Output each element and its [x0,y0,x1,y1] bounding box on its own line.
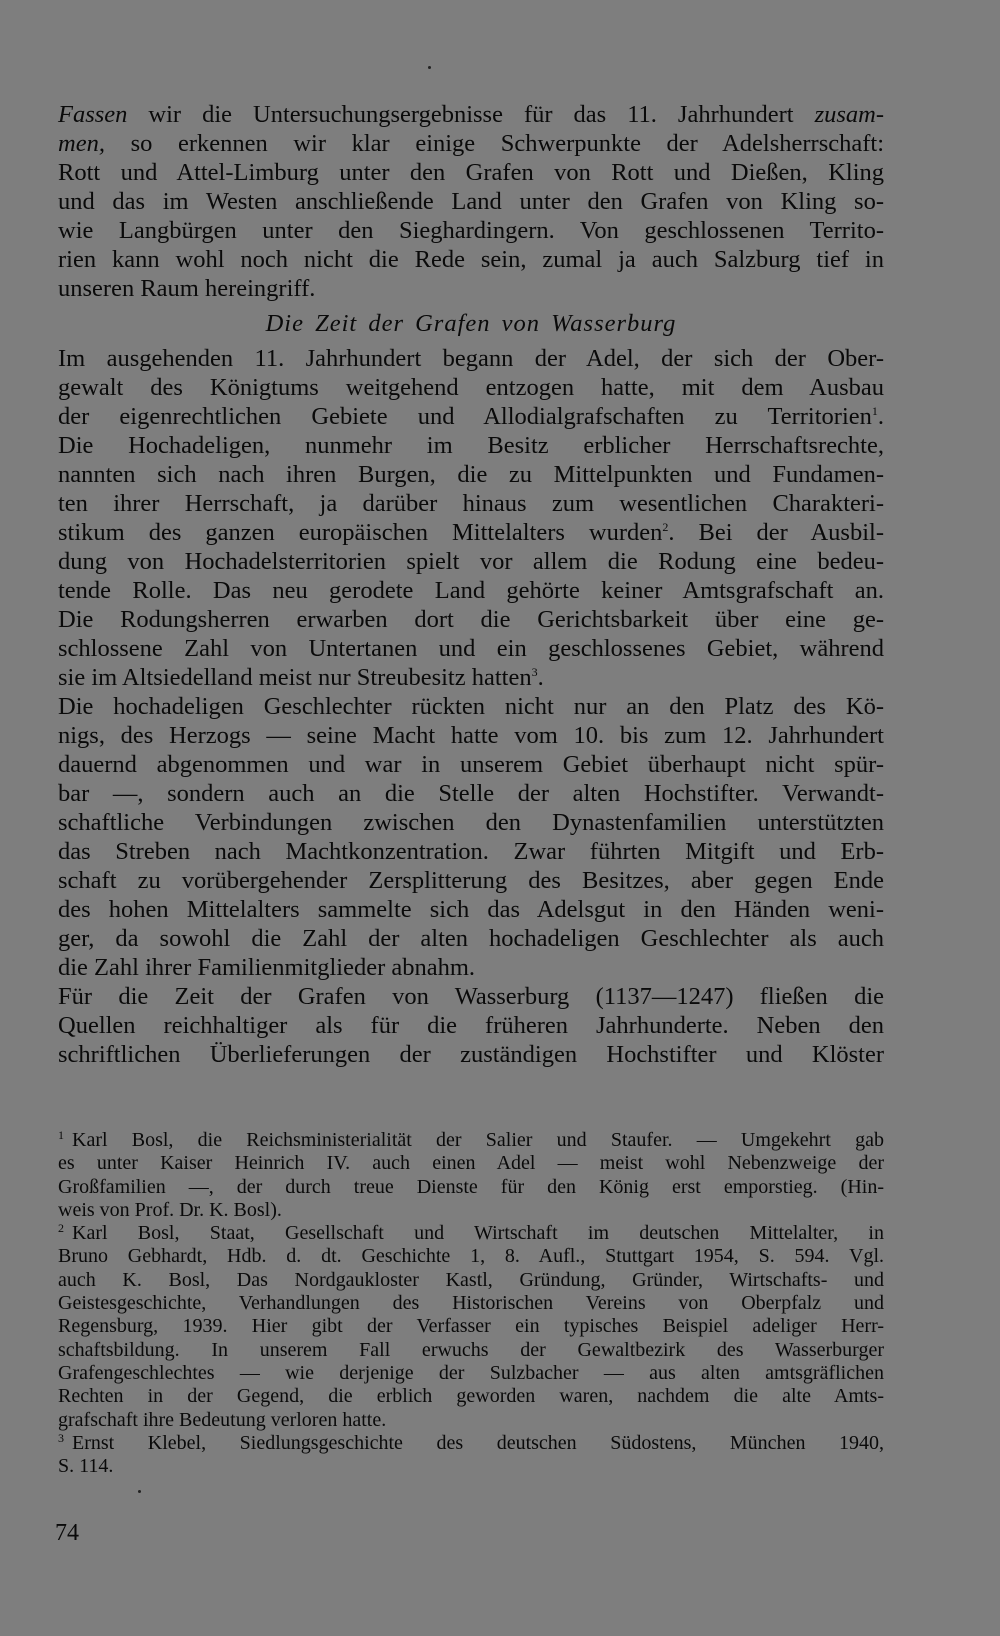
text-line: Die Hochadeligen, nunmehr im Besitz erblicher Herrschaftsrechte, [58,432,884,459]
text-line: wie Langbürgen unter den Sieghardingern. Von geschlossenen Territo- [58,217,884,244]
text-line: dung von Hochadelsterritorien spielt vor allem die Rodung eine bedeu- [58,548,884,575]
footnote-ref: 3 [531,665,538,679]
text-line: nannten sich nach ihren Burgen, die zu Mittelpunkten und Fundamen- [58,461,884,488]
text-line: schriftlichen Überlieferungen der zuständigen Hochstifter und Klöster [58,1041,884,1068]
footnote-mark: 1 [58,1128,64,1142]
footnote-line [58,1222,884,1245]
text-line: schaftliche Verbindungen zwischen den Dynastenfamilien unterstützten [58,809,884,836]
text-span: . [537,664,544,691]
footnote-1 [58,1129,884,1222]
page-number: 74 [55,1520,79,1546]
text-line: gewalt des Königtums weitgehend entzogen hatte, mit dem Ausbau [58,374,884,401]
text-line: rien kann wohl noch nicht die Rede sein, zumal ja auch Salzburg tief in [58,246,884,273]
footnote-line: Geistesgeschichte, Verhandlungen des Historischen Vereins von Oberpfalz und [58,1292,884,1315]
text-line: ger, da sowohl die Zahl der alten hochadeligen Geschlechter als auch [58,925,884,952]
footnote-line: weis von Prof. Dr. K. Bosl). [58,1198,282,1221]
text-line: Die hochadeligen Geschlechter rückten nicht nur an den Platz des Kö- [58,693,884,720]
text-span: wir die Untersuchungsergebnisse für das 11. Jahrhundert [127,101,815,128]
text-line: tende Rolle. Das neu gerodete Land gehörte keiner Amtsgrafschaft an. [58,577,884,604]
text-line: dauernd abgenommen und war in unserem Gebiet überhaupt nicht spür- [58,751,884,778]
main-text [58,100,884,1069]
text-span: Karl Bosl, die Reichsministerialität der Salier und Staufer. — Umgekehrt gab [72,1129,884,1151]
footnote-line: Bruno Gebhardt, Hdb. d. dt. Geschichte 1, 8. Aufl., Stuttgart 1954, S. 594. Vgl. [58,1245,884,1268]
text-span: sie im Altsiedelland meist nur Streubesitz hatten [58,664,532,691]
text-line: unseren Raum hereingriff. [58,275,316,302]
text-span: . [877,403,884,430]
text-line: des hohen Mittelalters sammelte sich das Adelsgut in den Händen weni- [58,896,884,923]
scan-speck [428,66,431,69]
italic-word: men, [58,130,105,157]
footnote-ref: 2 [662,520,669,534]
section-heading: Die Zeit der Grafen von Wasserburg [265,310,677,337]
footnote-ref: 1 [871,404,878,418]
text-line: Für die Zeit der Grafen von Wasserburg (1137—1247) fließen die [58,983,884,1010]
footnotes [58,1129,884,1478]
italic-word: zusam- [814,101,884,128]
text-line [58,663,884,692]
text-span: Ernst Klebel, Siedlungsgeschichte des deutschen Südostens, München 1940, [72,1431,884,1454]
text-line: bar —, sondern auch an die Stelle der alten Hochstifter. Verwandt- [58,780,884,807]
text-line: Rott und Attel-Limburg unter den Grafen von Rott und Dießen, Kling [58,159,884,186]
footnote-2 [58,1222,884,1432]
text-line [58,402,884,431]
footnote-line: auch K. Bosl, Das Nordgaukloster Kastl, Gründung, Gründer, Wirtschafts- und [58,1268,884,1291]
footnote-line: Großfamilien —, der durch treue Dienste für den König erst emporstieg. (Hin- [58,1175,884,1198]
paragraph-2 [58,344,884,692]
footnote-line: Grafengeschlechtes — wie derjenige der Sulzbacher — aus alten amtsgräflichen [58,1361,884,1384]
footnote-mark: 3 [58,1430,64,1445]
footnote-line: Rechten in der Gegend, die erblich geworden waren, nachdem die alte Amts- [58,1385,884,1408]
scan-speck [138,1490,141,1493]
footnote-line: es unter Kaiser Heinrich IV. auch einen Adel — meist wohl Nebenzweige der [58,1152,884,1175]
footnote-line: schaftsbildung. In unserem Fall erwuchs der Gewaltbezirk des Wasserburger [58,1338,884,1361]
footnote-line: grafschaft ihre Bedeutung verloren hatte. [58,1408,387,1431]
footnote-mark: 2 [58,1221,64,1236]
text-span: der eigenrechtlichen Gebiete und Allodialgrafschaften zu Territorien [58,403,872,430]
text-line: Quellen reichhaltiger als für die früheren Jahrhunderte. Neben den [58,1012,884,1039]
footnote-line [58,1432,884,1455]
text-span: stikum des ganzen europäischen Mittelalters wurden [58,519,663,546]
text-line [58,518,884,547]
text-line: und das im Westen anschließende Land unter den Grafen von Kling so- [58,188,884,215]
text-line: schlossene Zahl von Untertanen und ein geschlossenes Gebiet, während [58,635,884,662]
footnote-line: Regensburg, 1939. Hier gibt der Verfasser ein typisches Beispiel adeliger Herr- [58,1315,884,1338]
text-line: Die Rodungsherren erwarben dort die Gerichtsbarkeit über eine ge- [58,606,884,633]
text-line [58,100,884,129]
paragraph-3 [58,692,884,982]
text-line [58,129,884,158]
text-line: Im ausgehenden 11. Jahrhundert begann der Adel, der sich der Ober- [58,345,884,372]
text-line: ten ihrer Herrschaft, ja darüber hinaus zum wesentlichen Charakteri- [58,490,884,517]
footnote-line [58,1129,884,1152]
text-span: Karl Bosl, Staat, Gesellschaft und Wirtschaft im deutschen Mittelalter, in [72,1222,884,1245]
italic-word: Fassen [58,101,128,128]
footnote-3 [58,1432,884,1479]
text-line: schaft zu vorübergehender Zersplitterung des Besitzes, aber gegen Ende [58,867,884,894]
footnote-line: S. 114. [58,1455,114,1478]
text-line: die Zahl ihrer Familienmitglieder abnahm. [58,954,476,981]
paragraph-1 [58,100,884,303]
text-span: so erkennen wir klar einige Schwerpunkte der Adelsherrschaft: [104,130,884,157]
paragraph-4 [58,982,884,1069]
text-span: . Bei der Ausbil- [668,519,884,546]
text-line: nigs, des Herzogs — seine Macht hatte vom 10. bis zum 12. Jahrhundert [58,722,884,749]
text-line: das Streben nach Machtkonzentration. Zwar führten Mitgift und Erb- [58,838,884,865]
